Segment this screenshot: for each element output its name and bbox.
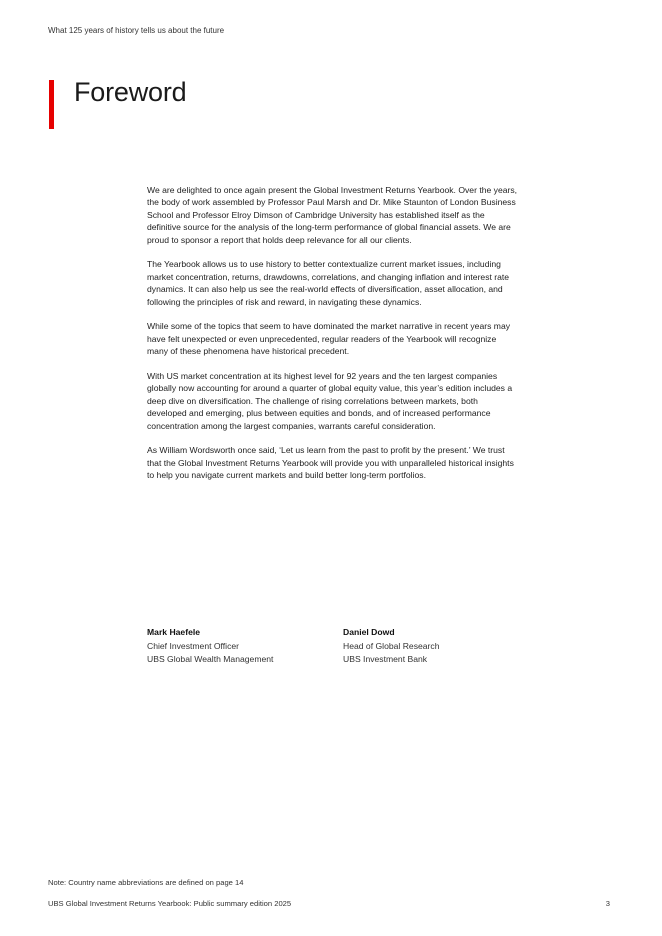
paragraph-5: As William Wordsworth once said, ‘Let us learn from the past to profit by the present.’ We trust that the Global Investment Returns Yearbook will provide you with unparalleled historical insights to help you navigate current markets and build better long-term portfolios. <box>147 445 514 481</box>
page-title: Foreword <box>74 77 187 107</box>
signatory-name: Daniel Dowd <box>343 627 395 637</box>
footer-publication: UBS Global Investment Returns Yearbook: Public summary edition 2025 <box>48 899 292 908</box>
signatory-organization: UBS Investment Bank <box>343 654 428 665</box>
title-accent-bar <box>49 80 54 129</box>
paragraph-1: We are delighted to once again present the Global Investment Returns Yearbook. Over the years, the body of work assembled by Professor Paul Marsh and Dr. Mike Staunton of London Business School and Professor Elroy Dimson of Cambridge University has established itself as the definitive source for the analysis of the long-term performance of global financial assets. We are proud to sponsor a report that holds deep relevance for all our clients. <box>147 185 518 245</box>
paragraph-2: The Yearbook allows us to use history to better contextualize current market issues, including market concentration, returns, drawdowns, correlations, and changing inflation and interest rate dynamics. It can also help us see the real-world effects of diversification, asset allocation, and following the principles of risk and reward, in navigating these dynamics. <box>147 259 510 307</box>
signatures <box>147 626 539 667</box>
signatory-name: Mark Haefele <box>147 627 201 637</box>
paragraph-3: While some of the topics that seem to have dominated the market narrative in recent years may have felt unexpected or even unprecedented, regular readers of the Yearbook will recognize many of these phenomena have historical precedent. <box>147 321 511 357</box>
body-text <box>147 184 519 494</box>
page-number: 3 <box>605 899 610 908</box>
signatory-title: Chief Investment Officer <box>147 640 240 651</box>
signatory-mark-haefele <box>147 626 343 667</box>
running-header: What 125 years of history tells us about the future <box>48 26 225 35</box>
signatory-organization: UBS Global Wealth Management <box>147 654 274 665</box>
page-footer <box>48 899 610 908</box>
footnote: Note: Country name abbreviations are defined on page 14 <box>48 878 244 887</box>
signatory-title: Head of Global Research <box>343 640 440 651</box>
paragraph-4: With US market concentration at its highest level for 92 years and the ten largest companies globally now accounting for around a quarter of global equity value, this year’s edition includes a deep dive on diversification. The challenge of rising correlations between markets, both developed and emerging, plus between equities and bonds, and of increased performance concentration among the largest companies, warrants careful consideration. <box>147 371 513 431</box>
signatory-daniel-dowd <box>343 626 539 667</box>
